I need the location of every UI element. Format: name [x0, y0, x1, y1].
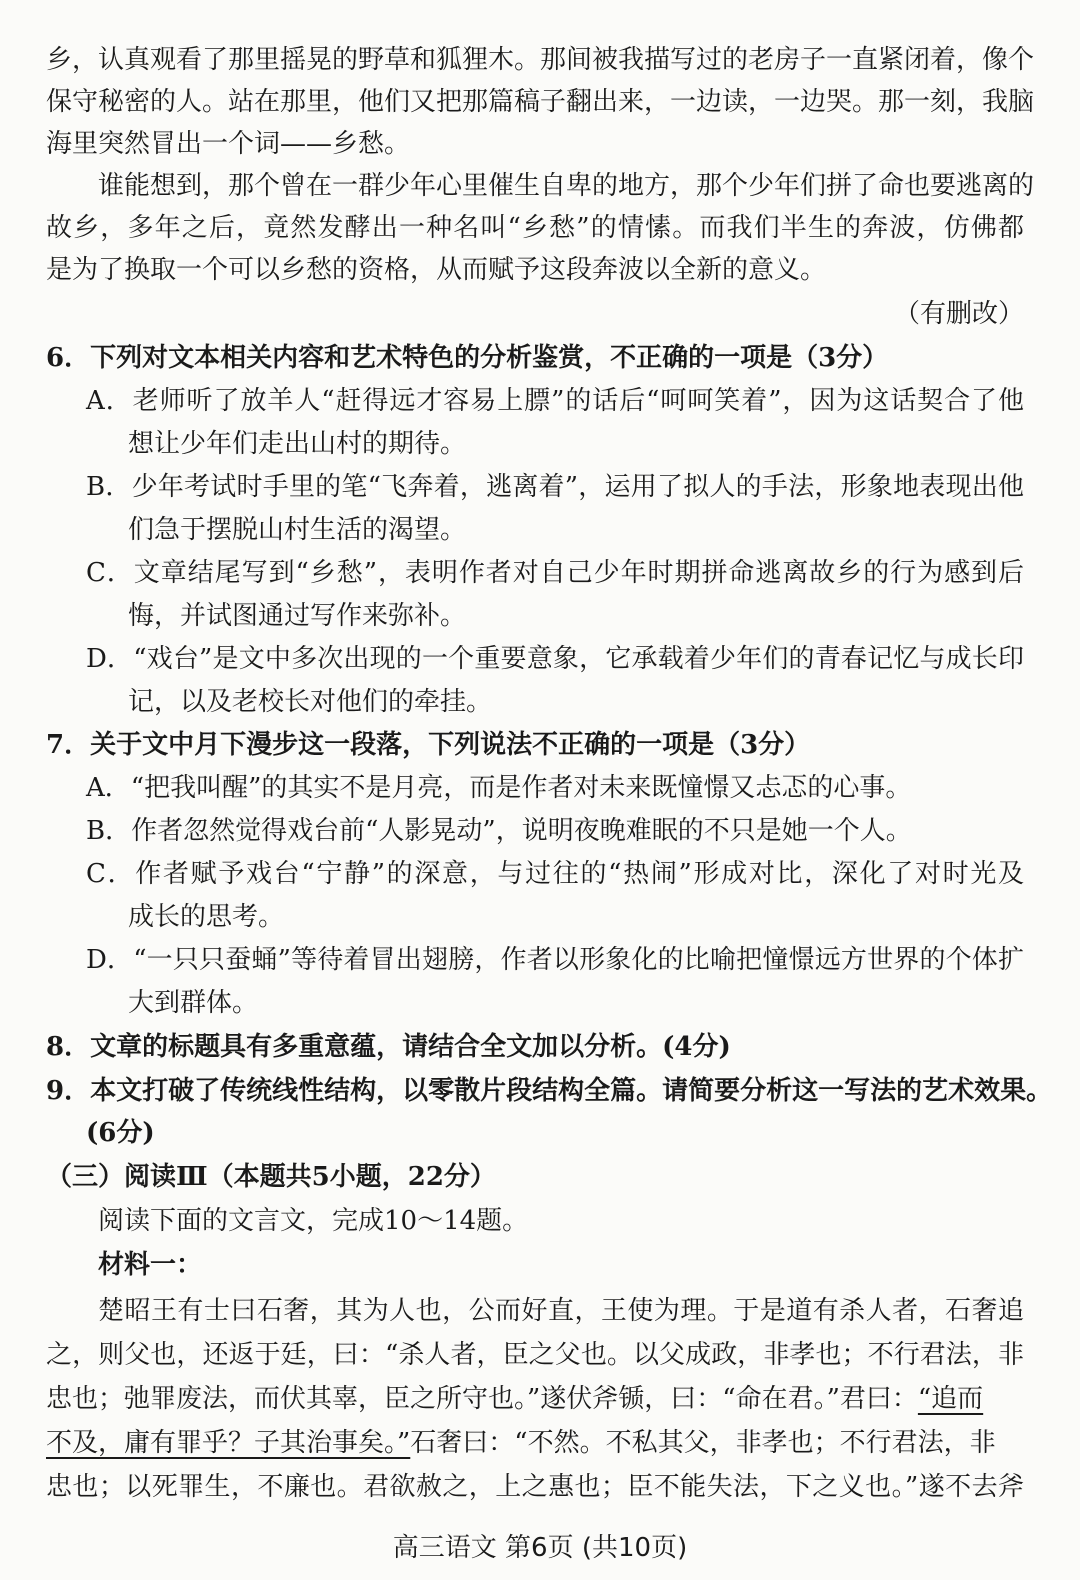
question-6-stem: 6．下列对文本相关内容和艺术特色的分析鉴赏，不正确的一项是（3分） [46, 343, 889, 373]
q6-option-a-cont: 想让少年们走出山村的期待。 [128, 429, 467, 459]
question-8: 8．文章的标题具有多重意蕴，请结合全文加以分析。(4分) [46, 1032, 731, 1062]
q6-option-d-cont: 记，以及老校长对他们的牵挂。 [128, 687, 493, 717]
question-9: 9．本文打破了传统线性结构，以零散片段结构全篇。请简要分析这一写法的艺术效果。 [46, 1076, 1053, 1106]
q7-option-b: B．作者忽然觉得戏台前“人影晃动”，说明夜晚难眠的不只是她一个人。 [86, 816, 912, 846]
passage-line: 是为了换取一个可以乡愁的资格，从而赋予这段奔波以全新的意义。 [46, 255, 827, 285]
classical-line: 之，则父也，还返于廷，曰：“杀人者，臣之父也。以父成政，非孝也；不行君法，非 [46, 1340, 1024, 1370]
classical-line [46, 1379, 1024, 1421]
question-9-points: (6分) [86, 1118, 155, 1148]
classical-line: 忠也；以死罪生，不廉也。君欲赦之，上之惠也；臣不能失法，下之义也。”遂不去斧 [46, 1472, 1024, 1502]
classical-line: 楚昭王有士曰石奢，其为人也，公而好直，王使为理。于是道有杀人者，石奢追 [98, 1296, 1024, 1326]
q7-option-a: A．“把我叫醒”的其实不是月亮，而是作者对未来既憧憬又忐忑的心事。 [86, 773, 912, 803]
classical-text: 忠也；弛罪废法，而伏其辜，臣之所守也。”遂伏斧锧，曰：“命在君。”君曰： [46, 1384, 918, 1414]
underlined-sentence: “追而 [917, 1384, 984, 1414]
source-note: （有删改） [893, 299, 1024, 329]
section-heading: （三）阅读Ⅲ（本题共5小题，22分） [46, 1162, 496, 1192]
classical-text: 石奢曰：“不然。不私其父，非孝也；不行君法，非 [410, 1428, 996, 1458]
q6-option-a: A．老师听了放羊人“赶得远才容易上膘”的话后“呵呵笑着”，因为这话契合了他 [86, 386, 1024, 416]
question-7-stem: 7．关于文中月下漫步这一段落，下列说法不正确的一项是（3分） [46, 730, 811, 760]
q6-option-c-cont: 悔，并试图通过写作来弥补。 [128, 601, 467, 631]
passage-line: 保守秘密的人。站在那里，他们又把那篇稿子翻出来，一边读，一边哭。那一刻，我脑 [46, 87, 1035, 117]
q6-option-b: B．少年考试时手里的笔“飞奔着，逃离着”，运用了拟人的手法，形象地表现出他 [86, 472, 1024, 502]
q6-option-b-cont: 们急于摆脱山村生活的渴望。 [128, 515, 467, 545]
q7-option-d: D．“一只只蚕蛹”等待着冒出翅膀，作者以形象化的比喻把憧憬远方世界的个体扩 [86, 945, 1024, 975]
q6-option-d: D．“戏台”是文中多次出现的一个重要意象，它承载着少年们的青春记忆与成长印 [86, 644, 1024, 674]
page-footer: 高三语文 第6页 (共10页) [392, 1533, 688, 1563]
passage-line: 海里突然冒出一个词——乡愁。 [46, 129, 411, 159]
q7-option-d-cont: 大到群体。 [128, 988, 259, 1018]
classical-line [46, 1423, 1024, 1465]
passage-line: 谁能想到，那个曾在一群少年心里催生自卑的地方，那个少年们拼了命也要逃离的 [98, 171, 1035, 201]
material-label: 材料一： [98, 1250, 203, 1280]
q6-option-c: C．文章结尾写到“乡愁”，表明作者对自己少年时期拼命逃离故乡的行为感到后 [86, 558, 1024, 588]
q7-option-c: C．作者赋予戏台“宁静”的深意，与过往的“热闹”形成对比，深化了对时光及 [86, 859, 1024, 889]
passage-line: 乡，认真观看了那里摇晃的野草和狐狸木。那间被我描写过的老房子一直紧闭着，像个 [46, 45, 1035, 75]
passage-line: 故乡，多年之后，竟然发酵出一种名叫“乡愁”的情愫。而我们半生的奔波，仿佛都 [46, 213, 1024, 243]
underlined-sentence: 不及，庸有罪乎？子其治事矣。” [46, 1428, 411, 1458]
q7-option-c-cont: 成长的思考。 [128, 902, 285, 932]
section-instruction: 阅读下面的文言文，完成10～14题。 [98, 1206, 529, 1236]
